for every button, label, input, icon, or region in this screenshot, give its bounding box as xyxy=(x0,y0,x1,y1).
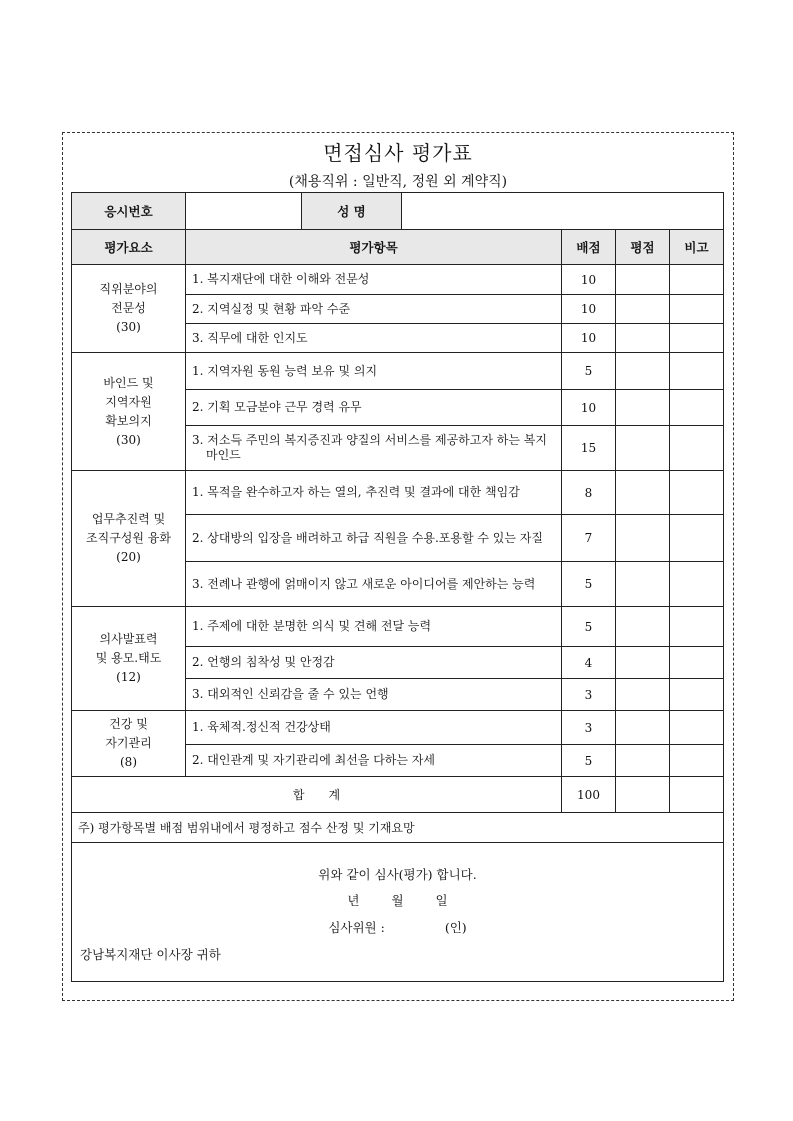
category-cell xyxy=(72,607,186,711)
total-score-cell[interactable] xyxy=(616,777,670,813)
table-row xyxy=(72,265,724,295)
remarks-cell[interactable] xyxy=(670,324,724,353)
category-line: 자기관리 xyxy=(105,736,152,750)
item-text: 3. 직무에 대한 인지도 xyxy=(186,324,562,353)
score-cell[interactable] xyxy=(616,265,670,295)
item-text: 3. 저소득 주민의 복지증진과 양질의 서비스를 제공하고자 하는 복지마인드 xyxy=(192,433,547,462)
total-label: 합 계 xyxy=(72,777,562,813)
score-cell[interactable] xyxy=(616,426,670,471)
item-cell xyxy=(186,471,562,515)
statement-text: 위와 같이 심사(평가) 합니다. xyxy=(318,867,477,882)
total-row xyxy=(72,777,724,813)
evaluation-table xyxy=(71,192,724,982)
remarks-cell[interactable] xyxy=(670,679,724,711)
category-line: (12) xyxy=(116,670,141,684)
score-cell[interactable] xyxy=(616,711,670,745)
remarks-cell[interactable] xyxy=(670,711,724,745)
signature-row xyxy=(72,843,724,982)
item-points: 8 xyxy=(562,471,616,515)
category-line: (20) xyxy=(116,550,141,564)
score-cell[interactable] xyxy=(616,324,670,353)
item-text: 3. 전례나 관행에 얽매이지 않고 새로운 아이디어를 제안하는 능력 xyxy=(192,576,536,591)
table-row xyxy=(72,471,724,515)
item-points: 10 xyxy=(562,324,616,353)
applicant-info-row xyxy=(72,193,724,230)
category-line: 의사발표력 xyxy=(99,632,158,646)
item-points: 10 xyxy=(562,390,616,426)
remarks-cell[interactable] xyxy=(670,426,724,471)
remarks-cell[interactable] xyxy=(670,265,724,295)
remarks-cell[interactable] xyxy=(670,562,724,607)
category-cell xyxy=(72,353,186,471)
remarks-cell[interactable] xyxy=(670,515,724,562)
name-label: 성 명 xyxy=(302,193,402,230)
remarks-cell[interactable] xyxy=(670,353,724,390)
table-row xyxy=(72,353,724,390)
score-cell[interactable] xyxy=(616,562,670,607)
item-points: 5 xyxy=(562,562,616,607)
item-text: 1. 주제에 대한 분명한 의식 및 견해 전달 능력 xyxy=(186,607,562,647)
remarks-cell[interactable] xyxy=(670,471,724,515)
seal-label: (인) xyxy=(444,920,467,935)
total-remarks-cell[interactable] xyxy=(670,777,724,813)
category-line: 및 용모.태도 xyxy=(95,651,162,665)
item-text: 2. 기획 모금분야 근무 경력 유무 xyxy=(186,390,562,426)
item-points: 3 xyxy=(562,679,616,711)
table-row xyxy=(72,711,724,745)
score-cell[interactable] xyxy=(616,295,670,324)
category-cell xyxy=(72,711,186,777)
category-line: 확보의지 xyxy=(105,413,152,428)
item-cell xyxy=(186,562,562,607)
reviewer-line xyxy=(72,918,723,936)
item-points: 10 xyxy=(562,265,616,295)
col-score: 평점 xyxy=(616,230,670,265)
item-text: 2. 대인관계 및 자기관리에 최선을 다하는 자세 xyxy=(186,745,562,777)
total-points: 100 xyxy=(562,777,616,813)
reviewer-label: 심사위원 : xyxy=(328,920,385,935)
category-line: (30) xyxy=(116,432,141,447)
category-line: 지역자원 xyxy=(105,394,152,409)
note-row xyxy=(72,813,724,843)
item-text: 1. 복지재단에 대한 이해와 전문성 xyxy=(186,265,562,295)
item-points: 3 xyxy=(562,711,616,745)
form-subtitle: (채용직위 : 일반직, 정원 외 계약직) xyxy=(288,174,508,190)
remarks-cell[interactable] xyxy=(670,390,724,426)
applicant-no-field[interactable] xyxy=(186,193,302,230)
category-line: 바인드 및 xyxy=(103,375,154,390)
item-points: 10 xyxy=(562,295,616,324)
remarks-cell[interactable] xyxy=(670,745,724,777)
item-cell xyxy=(186,515,562,562)
remarks-cell[interactable] xyxy=(670,647,724,679)
score-cell[interactable] xyxy=(616,647,670,679)
signature-block xyxy=(72,843,724,982)
remarks-cell[interactable] xyxy=(670,607,724,647)
category-line: 업무추진력 및 xyxy=(91,512,166,526)
item-points: 4 xyxy=(562,647,616,679)
item-text: 1. 육체적.정신적 건강상태 xyxy=(186,711,562,745)
item-text: 2. 지역실정 및 현황 파악 수준 xyxy=(186,295,562,324)
col-points: 배점 xyxy=(562,230,616,265)
evaluation-form-frame xyxy=(62,132,734,1001)
year-label: 년 xyxy=(347,893,360,908)
item-text: 2. 상대방의 입장을 배려하고 하급 직원을 수용.포용할 수 있는 자질 xyxy=(192,530,543,545)
month-label: 월 xyxy=(391,893,404,908)
category-line: 직위분야의 xyxy=(99,282,158,296)
col-remarks: 비고 xyxy=(670,230,724,265)
form-title: 면접심사 평가표 xyxy=(323,141,473,165)
category-line: 조직구성원 융화 xyxy=(86,531,171,545)
addressee-text: 강남복지재단 이사장 귀하 xyxy=(80,947,221,962)
col-category: 평가요소 xyxy=(72,230,186,265)
name-field[interactable] xyxy=(402,193,724,230)
score-cell[interactable] xyxy=(616,390,670,426)
category-line: (8) xyxy=(120,755,137,769)
score-cell[interactable] xyxy=(616,515,670,562)
item-text: 3. 대외적인 신뢰감을 줄 수 있는 언행 xyxy=(186,679,562,711)
applicant-no-label: 응시번호 xyxy=(72,193,186,230)
item-text: 2. 언행의 침착성 및 안정감 xyxy=(186,647,562,679)
remarks-cell[interactable] xyxy=(670,295,724,324)
category-cell xyxy=(72,471,186,607)
category-line: (30) xyxy=(116,320,141,334)
score-cell[interactable] xyxy=(616,607,670,647)
item-cell xyxy=(186,426,562,471)
day-label: 일 xyxy=(435,893,448,908)
item-text: 1. 지역자원 동원 능력 보유 및 의지 xyxy=(186,353,562,390)
category-line: 전문성 xyxy=(111,301,146,315)
score-cell[interactable] xyxy=(616,679,670,711)
score-cell[interactable] xyxy=(616,471,670,515)
note-text: 주) 평가항목별 배점 범위내에서 평정하고 점수 산정 및 기재요망 xyxy=(72,813,724,843)
col-item: 평가항목 xyxy=(186,230,562,265)
category-line: 건강 및 xyxy=(109,717,148,731)
item-points: 5 xyxy=(562,607,616,647)
item-points: 5 xyxy=(562,353,616,390)
score-cell[interactable] xyxy=(616,745,670,777)
table-row xyxy=(72,607,724,647)
category-cell xyxy=(72,265,186,353)
item-points: 15 xyxy=(562,426,616,471)
date-line xyxy=(72,891,723,909)
item-points: 5 xyxy=(562,745,616,777)
item-points: 7 xyxy=(562,515,616,562)
column-header-row xyxy=(72,230,724,265)
score-cell[interactable] xyxy=(616,353,670,390)
item-text: 1. 목적을 완수하고자 하는 열의, 추진력 및 결과에 대한 책임감 xyxy=(192,485,520,499)
